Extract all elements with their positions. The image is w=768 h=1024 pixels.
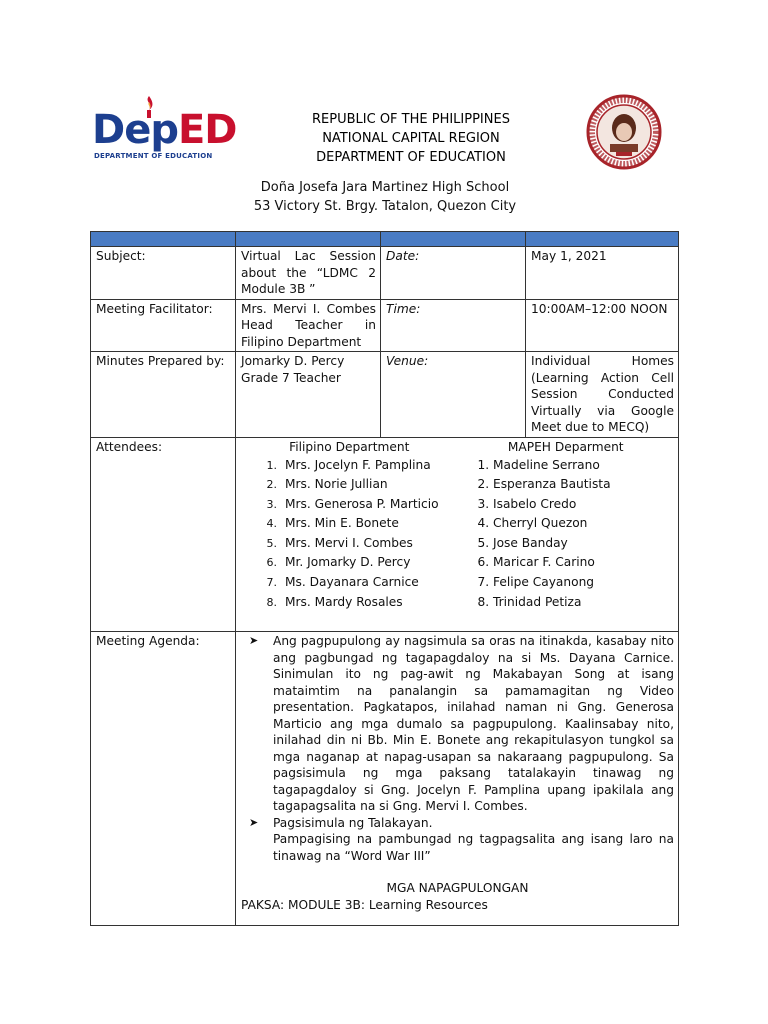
header-line-republic: REPUBLIC OF THE PHILIPPINES bbox=[312, 112, 510, 127]
header-line-department: DEPARTMENT OF EDUCATION bbox=[316, 150, 506, 165]
table-row-agenda bbox=[91, 632, 679, 926]
list-item: 2. Esperanza Bautista bbox=[477, 477, 611, 492]
time-label: Time: bbox=[381, 299, 526, 352]
arrow-bullet-icon: ➤ bbox=[249, 634, 259, 647]
table-header-band bbox=[91, 232, 679, 247]
subject-label: Subject: bbox=[91, 247, 236, 300]
mapeh-department-column bbox=[458, 439, 675, 613]
date-label: Date: bbox=[381, 247, 526, 300]
list-item: 3. Mrs. Generosa P. Marticio bbox=[266, 496, 439, 511]
time-value: 10:00AM–12:00 NOON bbox=[526, 299, 679, 352]
list-item: 1. Madeline Serrano bbox=[477, 457, 600, 472]
deped-ed: ED bbox=[177, 107, 237, 153]
table-row-facilitator bbox=[91, 299, 679, 352]
venue-value: Individual Homes (Learning Action Cell Session Conducted Virtually via Google Meet due to MECQ) bbox=[526, 352, 679, 438]
prepared-label: Minutes Prepared by: bbox=[91, 352, 236, 438]
agenda-paragraph-opening: Ang pagpupulong ay nagsimula sa oras na itinakda, kasabay nito ang pagbungad ng tagapagdaloy na si Ms. Dayana Carnice. Sinimulan ito ng pag-awit ng Makabayan Song at isang mataimtim na panalangin sa pamamagitan ng Video presentation. Pagkatapos, inilahad naman ni Gng. Generosa Marticio ang mga dumalo sa pagpupulong. Kaalinsabay nito, inilahad din ni Bb. Min E. Bonete ang rekapitulasyon tungkol sa mga naganap at napag-usapan sa nakaraang pagpupulong. Sa pagsisimula ng mga paksang tatalakayin tinawag ng tagapagdaloy si Gng. Jocelyn F. Pamplina upang ipakilala ang tagapagsalita na si Gng. Mervi I. Combes. bbox=[273, 634, 674, 813]
list-item: 1. Mrs. Jocelyn F. Pamplina bbox=[266, 457, 431, 472]
mapeh-attendee-list bbox=[458, 457, 675, 614]
school-address: 53 Victory St. Brgy. Tatalon, Quezon City bbox=[253, 199, 517, 214]
date-value: May 1, 2021 bbox=[526, 247, 679, 300]
facilitator-value: Mrs. Mervi I. Combes Head Teacher in Filipino Department bbox=[236, 299, 381, 352]
table-row-prepared bbox=[91, 352, 679, 438]
prepared-value: Jomarky D. Percy Grade 7 Teacher bbox=[236, 352, 381, 438]
list-item: 2. Mrs. Norie Jullian bbox=[266, 477, 388, 492]
subject-value: Virtual Lac Session about the “LDMC 2 Module 3B ” bbox=[236, 247, 381, 300]
list-item: 5. Mrs. Mervi I. Combes bbox=[266, 535, 413, 550]
list-item: 6. Mr. Jomarky D. Percy bbox=[266, 555, 411, 570]
school-name: Doña Josefa Jara Martinez High School bbox=[260, 180, 510, 195]
list-item: 4. Cherryl Quezon bbox=[477, 516, 588, 531]
list-item: 7. Felipe Cayanong bbox=[477, 575, 595, 590]
paksa-line: PAKSA: MODULE 3B: Learning Resources bbox=[241, 897, 488, 912]
mapeh-department-heading: MAPEH Deparment bbox=[507, 440, 624, 454]
arrow-bullet-icon: ➤ bbox=[249, 815, 259, 829]
agenda-item bbox=[241, 633, 674, 815]
filipino-attendee-list bbox=[241, 457, 458, 614]
deped-dep: Dep bbox=[92, 107, 178, 153]
list-item: 8. Trinidad Petiza bbox=[477, 594, 582, 609]
list-item: 8. Mrs. Mardy Rosales bbox=[266, 594, 403, 609]
attendees-cell bbox=[236, 438, 679, 632]
table-row-subject bbox=[91, 247, 679, 300]
napagpulongan-heading: MGA NAPAGPULONGAN bbox=[386, 881, 529, 895]
facilitator-label: Meeting Facilitator: bbox=[91, 299, 236, 352]
table-row-attendees bbox=[91, 438, 679, 632]
agenda-cell bbox=[236, 632, 679, 926]
minutes-table bbox=[90, 231, 679, 926]
venue-label: Venue: bbox=[381, 352, 526, 438]
list-item: 5. Jose Banday bbox=[477, 535, 568, 550]
list-item: 7. Ms. Dayanara Carnice bbox=[266, 575, 419, 590]
filipino-department-column bbox=[241, 439, 458, 613]
attendees-label: Attendees: bbox=[91, 438, 236, 632]
document-header bbox=[0, 110, 768, 167]
agenda-discussion-game: Pampagising na pambungad ng tagpagsalita ang isang laro na tinawag na “Word War III” bbox=[273, 832, 674, 863]
header-line-region: NATIONAL CAPITAL REGION bbox=[322, 131, 500, 146]
agenda-item bbox=[241, 815, 674, 865]
school-info bbox=[250, 178, 520, 216]
list-item: 3. Isabelo Credo bbox=[477, 496, 577, 511]
filipino-department-heading: Filipino Department bbox=[289, 440, 410, 454]
agenda-label: Meeting Agenda: bbox=[91, 632, 236, 926]
deped-subtitle: DEPARTMENT OF EDUCATION bbox=[94, 152, 213, 160]
agenda-paragraph-discussion bbox=[273, 815, 674, 865]
agenda-discussion-start: Pagsisimula ng Talakayan. bbox=[273, 815, 433, 830]
list-item: 6. Maricar F. Carino bbox=[477, 555, 595, 570]
list-item: 4. Mrs. Min E. Bonete bbox=[266, 516, 399, 531]
